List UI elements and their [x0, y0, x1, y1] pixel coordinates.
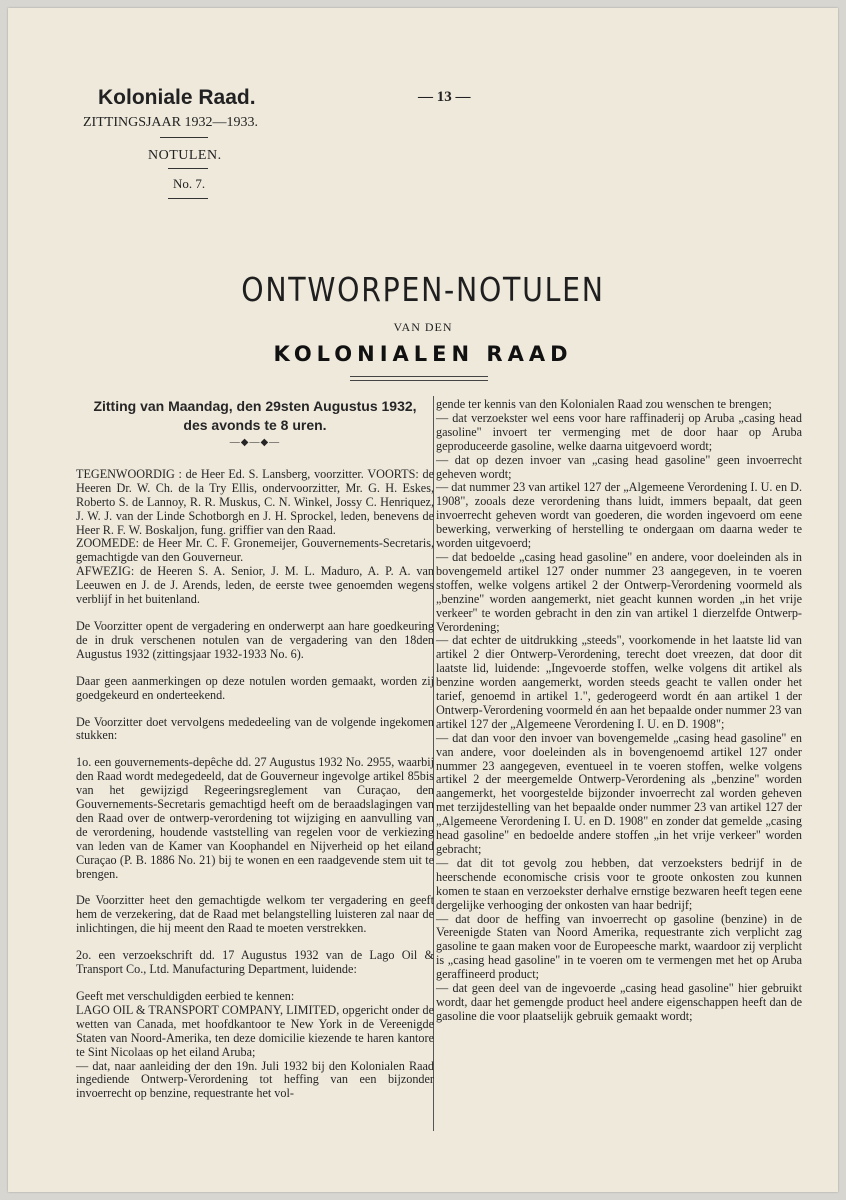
- absent-paragraph: AFWEZIG: de Heeren S. A. Senior, J. M. L. Maduro, A. P. A. van Leeuwen en J. de J. Arends, leden, de eerste twee genoemden wegens verblijf in het buitenland.: [76, 564, 434, 607]
- petition-clause-8: — dat dit tot gevolg zou hebben, dat verzoeksters bedrijf in de heerschende economische crisis voor te groote onkosten zou kunnen komen te staan en verzoekster derhalve ernstige bezwaren heeft tegen eene dergelijke verhooging der onkosten van haar bedrijf;: [436, 855, 802, 912]
- petition-company: LAGO OIL & TRANSPORT COMPANY, LIMITED, opgericht onder de wetten van Canada, met hoofdkantoor te New York in de Vereenigde Staten van Noord-Amerika, ten deze domicilie kiezende te haren kantore te Sint Nicolaas op het eiland Aruba;: [76, 1002, 434, 1059]
- petition-clause-3: — dat op dezen invoer van „casing head gasoline" geen invoerrecht geheven wordt;: [436, 452, 802, 481]
- petition-clause-2: — dat verzoekster wel eens voor hare raffinaderij op Aruba „casing head gasoline" invoert ter vermenging met de door haar op Aruba geproduceerde gasoline, welke daarna uitgevoerd wordt;: [436, 410, 802, 453]
- ornament-divider: —◆—◆—: [229, 437, 281, 448]
- minutes-approval-paragraph: De Voorzitter opent de vergadering en onderwerpt aan hare goedkeuring de in druk verschenen notulen van de vergadering van den 18den Augustus 1932 (zittingsjaar 1932-1933 No. 6).: [76, 618, 434, 661]
- petition-intro: Geeft met verschuldigden eerbied te kennen:: [76, 989, 295, 1003]
- van-den-label: VAN DEN: [393, 320, 453, 334]
- header-rule-2: [168, 168, 208, 169]
- petition-clause-7: — dat dan voor den invoer van bovengemelde „casing head gasoline" en van andere, voor doeleinden als in bovengenoemd artikel 127 onder nummer 23 aangegeven, eventueel in te voeren stoffen, welke volgens artikel 2 der meergemelde Ontwerp-Verordening als „benzine" worden aangemerkt, het voorgestelde bijzonder invoerrecht zal worden geheven met terzijdestelling van het bepaalde onder nummer 23 van artikel 127 der „Algemeene Verordening I. U. en D. 1908" en zonder dat gemelde „casing head gasoline" en bedoelde andere stoffen „in het vrije verkeer" worden gebracht;: [436, 730, 802, 856]
- main-title: ONTWORPEN-NOTULEN: [241, 270, 605, 309]
- council-title: Koloniale Raad.: [98, 86, 256, 109]
- delegate-paragraph: ZOOMEDE: de Heer Mr. C. F. Gronemeijer, Gouvernements-Secretaris, gemachtigde van den Gouverneur.: [76, 536, 434, 565]
- petition-clause-10: — dat geen deel van de ingevoerde „casing head gasoline" hier gebruikt wordt, daar het gemengde product heel andere eigenschappen heeft dan de gasoline die voor plaatselijk gebruik gemaakt wordt;: [436, 981, 802, 1023]
- item-2-paragraph: 2o. een verzoekschrift dd. 17 Augustus 1932 van de Lago Oil & Transport Co., Ltd. Manufacturing Department, luidende:: [76, 948, 434, 977]
- title-rule-1: [350, 376, 488, 377]
- session-year: ZITTINGSJAAR 1932—1933.: [83, 115, 258, 130]
- petition-clause-1: — dat, naar aanleiding der den 19n. Juli 1932 bij den Kolonialen Raad ingediende Ontwerp-Verordening tot heffing van een bijzonder invoerrecht op benzine, requestrante het vol-: [76, 1058, 434, 1101]
- petition-clause-5: — dat bedoelde „casing head gasoline" en andere, voor doeleinden als in bovengemeld artikel 127 onder nummer 23 aangegeven, in te voeren stoffen, welke volgens artikel 2 der Ontwerp-Verordening voormeld als „benzine" worden aangemerkt, niet geacht kunnen worden „in het vrije verkeer" te worden gebracht in den zin van artikel 1 dierzelfde Ontwerp-Verordening;: [436, 549, 802, 634]
- raad-title: KOLONIALEN RAAD: [273, 342, 573, 366]
- petition-clause-6: — dat echter de uitdrukking „steeds", voorkomende in het laatste lid van artikel 2 dier Ontwerp-Verordening, terecht doet vreezen, dat door dit laatste lid, luidende: „Ingevoerde stoffen, welke volgens dit artikel als benzine worden aangemerkt, worden steeds geacht te vallen onder het tarief, genoemd in artikel 1.", gederogeerd wordt én aan artikel 1 der Ontwerp-Verordening voormeld én aan het bepaalde onder nummer 23 van artikel 127 der „Algemeene Verordening I. U. en D. 1908";: [436, 633, 802, 731]
- no-remarks-paragraph: Daar geen aanmerkingen op deze notulen worden gemaakt, worden zij goedgekeurd en onderteekend.: [76, 673, 434, 702]
- sitting-heading-line-2: des avonds te 8 uren.: [183, 417, 327, 433]
- document-page: [8, 8, 838, 1192]
- attendance-paragraph: TEGENWOORDIG : de Heer Ed. S. Lansberg, voorzitter. VOORTS: de Heeren Dr. W. Ch. de la Try Ellis, ondervoorzitter, Mr. G. H. Eskes, Roberto S. de Lannoy, R. R. Muskus, C. N. Winkel, Jossy C. Henriquez, J. W. J. van der Linde Schotborgh en J. H. Sprockel, leden, benevens de Heer R. F. W. Boskaljon, fung. griffier van den Raad.: [76, 466, 434, 537]
- item-1-paragraph: 1o. een gouvernements-depêche dd. 27 Augustus 1932 No. 2955, waarbij den Raad wordt medegedeeld, dat de Gouverneur ingevolge artikel 85bis van het gewijzigd Regeeringsreglement van Curaçao, den Gouvernements-Secretaris gemachtigd heeft om de beraadslagingen van den Raad over de ontwerp-verordening tot wijziging en aanvulling van de verordening, houdende vaststelling van regelen voor de verkiezing van leden van de Kamer van Koophandel en Nijverheid op het eiland Curaçao (P. B. 1886 No. 21) bij te wonen en een raadgevende stem uit te brengen.: [76, 755, 434, 881]
- petition-clause-9: — dat door de heffing van invoerrecht op gasoline (benzine) in de Vereenigde Staten van Noord Amerika, requestrante zich verplicht zag gasoline te gaan maken voor de Europeesche markt, waardoor zij verplicht is „casing head gasoline" in te voeren om te vermengen met het op Aruba geraffineerd product;: [436, 911, 802, 982]
- title-rule-2: [350, 380, 488, 381]
- right-column: [436, 398, 802, 1024]
- header-rule-3: [168, 198, 208, 199]
- issue-number: No. 7.: [173, 176, 206, 191]
- petition-clause-continued: gende ter kennis van den Kolonialen Raad zou wenschen te brengen;: [436, 397, 772, 411]
- welcome-paragraph: De Voorzitter heet den gemachtigde welkom ter vergadering en geeft hem de verzekering, dat de Raad met belangstelling luisteren zal naar de inlichtingen, die hij meent den Raad te moeten verstrekken.: [76, 893, 434, 936]
- header-rule-1: [160, 137, 208, 138]
- petition-clause-4: — dat nummer 23 van artikel 127 der „Algemeene Verordening I. U. en D. 1908", zooals deze verordening thans luidt, immers bepaalt, dat geen invoerrecht geheven wordt van goederen, die worden ingevoerd om eene bewerking, verwerking of herstelling te ondergaan om daarna weder te worden uitgevoerd;: [436, 480, 802, 551]
- notulen-label: NOTULEN.: [148, 148, 222, 163]
- announcement-paragraph: De Voorzitter doet vervolgens mededeeling van de volgende ingekomen stukken:: [76, 714, 434, 743]
- sitting-heading-line-1: Zitting van Maandag, den 29sten Augustus 1932,: [93, 398, 417, 414]
- page-number: — 13 —: [418, 89, 471, 105]
- left-column: [76, 398, 434, 1101]
